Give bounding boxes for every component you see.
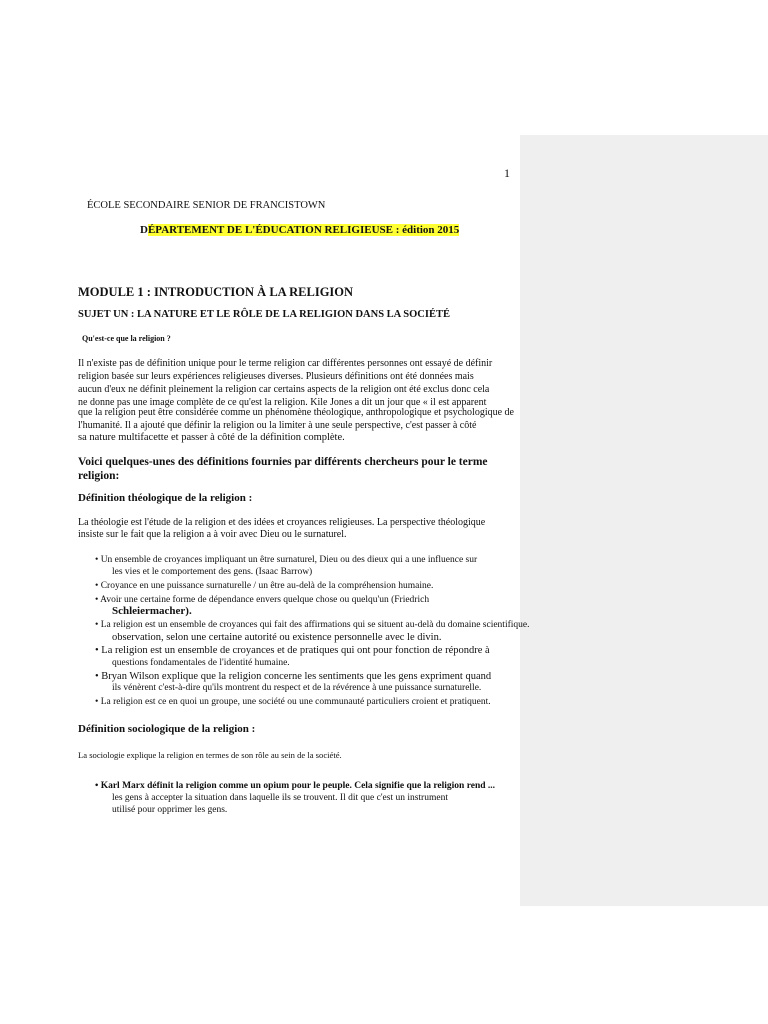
sociological-intro: La sociologie explique la religion en termes de son rôle au sein de la société. (78, 750, 342, 760)
theological-bullet: • La religion est un ensemble de croyances qui fait des affirmations qui se situent au-delà du domaine scientifique. (95, 620, 530, 630)
intro-line: que la religion peut être considérée comme un phénomène théologique, anthropologique et psychologique de (78, 407, 514, 418)
theological-intro-line: La théologie est l'étude de la religion et des idées et croyances religieuses. La perspective théologique (78, 517, 486, 528)
theological-heading: Définition théologique de la religion : (78, 492, 253, 504)
theological-bullet: • Avoir une certaine forme de dépendance envers quelque chose ou quelqu'un (Friedrich (95, 595, 430, 605)
comment-margin-pane (520, 135, 768, 906)
theological-intro-line: insiste sur le fait que la religion a à voir avec Dieu ou le surnaturel. (78, 529, 347, 540)
definitions-lead: religion: (78, 470, 120, 482)
school-name: ÉCOLE SECONDAIRE SENIOR DE FRANCISTOWN (87, 200, 326, 211)
intro-line: ne donne pas une image complète de ce qu'est la religion. Kile Jones a dit un jour que « il est apparent (78, 397, 487, 408)
department-title-prefix: D (140, 224, 148, 236)
theological-bullet-continuation: questions fondamentales de l'identité humaine. (112, 658, 290, 668)
intro-line: religion basée sur leurs expériences religieuses diverses. Plusieurs définitions ont été données mais (78, 371, 474, 382)
intro-line: l'humanité. Il a ajouté que définir la religion ou la limiter à une seule perspective, c'est passer à côté (78, 420, 477, 431)
page-number: 1 (504, 166, 510, 180)
theological-bullet-continuation: les vies et le comportement des gens. (Isaac Barrow) (112, 567, 313, 577)
sociological-bullet-continuation: utilisé pour opprimer les gens. (112, 805, 228, 815)
department-title (140, 224, 459, 237)
department-title-highlighted: ÉPARTEMENT DE L'ÉDUCATION RELIGIEUSE : édition 2015 (147, 224, 460, 236)
question-heading: Qu'est-ce que la religion ? (82, 334, 171, 343)
theological-bullet-continuation: ils vénèrent c'est-à-dire qu'ils montrent du respect et de la révérence à une puissance surnaturelle. (112, 683, 482, 693)
theological-bullet-continuation: observation, selon une certaine autorité ou existence personnelle avec le divin. (112, 632, 442, 643)
theological-bullet-continuation: Schleiermacher). (112, 605, 192, 617)
subject-title: SUJET UN : LA NATURE ET LE RÔLE DE LA RELIGION DANS LA SOCIÉTÉ (78, 309, 450, 320)
sociological-heading: Définition sociologique de la religion : (78, 723, 256, 735)
sociological-bullet: • Karl Marx définit la religion comme un opium pour le peuple. Cela signifie que la religion rend ... (95, 781, 496, 791)
theological-bullet: • La religion est ce en quoi un groupe, une société ou une communauté particuliers croient et pratiquent. (95, 697, 491, 707)
intro-line: sa nature multifacette et passer à côté de la définition complète. (78, 432, 345, 443)
module-title: MODULE 1 : INTRODUCTION À LA RELIGION (78, 285, 354, 299)
theological-bullet: • Un ensemble de croyances impliquant un être surnaturel, Dieu ou des dieux qui a une influence sur (95, 555, 478, 565)
definitions-lead: Voici quelques-unes des définitions fournies par différents chercheurs pour le terme (78, 456, 488, 468)
intro-line: aucun d'eux ne définit pleinement la religion car certains aspects de la religion ont été exclus donc cela (78, 384, 490, 395)
theological-bullet: • La religion est un ensemble de croyances et de pratiques qui ont pour fonction de répondre à (95, 645, 490, 656)
sociological-bullet-continuation: les gens à accepter la situation dans laquelle ils se trouvent. Il dit que c'est un instrument (112, 793, 448, 803)
theological-bullet: • Bryan Wilson explique que la religion concerne les sentiments que les gens expriment quand (95, 671, 492, 682)
intro-line: Il n'existe pas de définition unique pour le terme religion car différentes personnes ont essayé de définir (78, 358, 493, 369)
theological-bullet: • Croyance en une puissance surnaturelle / un être au-delà de la compréhension humaine. (95, 581, 434, 591)
